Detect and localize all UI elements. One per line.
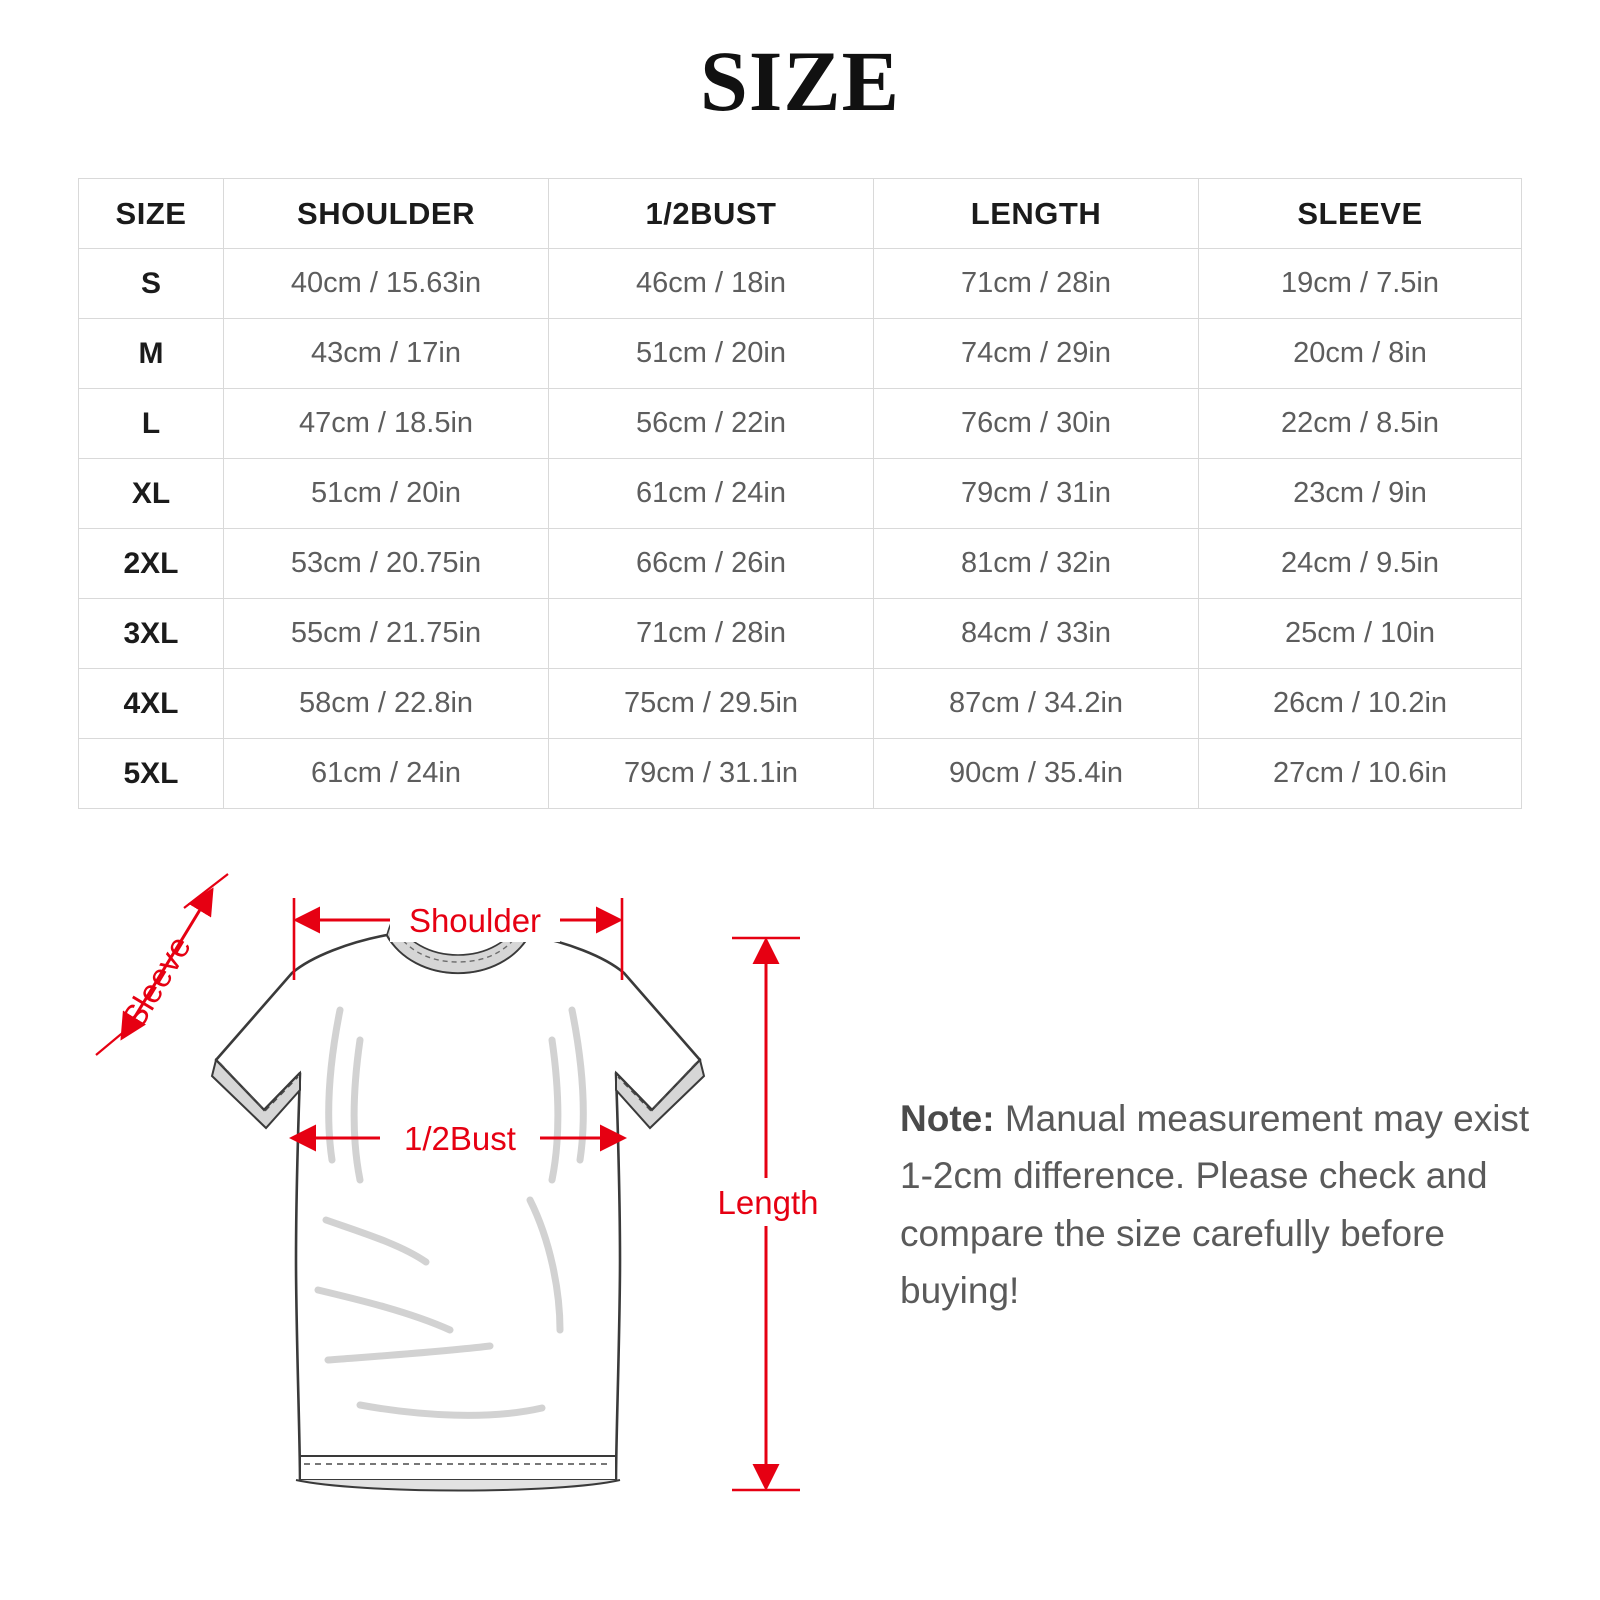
cell-shoulder: 47cm / 18.5in	[224, 389, 549, 459]
tshirt-measurement-diagram	[60, 860, 850, 1560]
table-row	[79, 669, 1522, 739]
size-table	[78, 178, 1522, 809]
column-header-sleeve: SLEEVE	[1199, 179, 1522, 249]
cell-size: S	[79, 249, 224, 319]
table-header-row	[79, 179, 1522, 249]
note-prefix: Note:	[900, 1098, 995, 1139]
table-row	[79, 599, 1522, 669]
cell-size: L	[79, 389, 224, 459]
column-header-shoulder: SHOULDER	[224, 179, 549, 249]
column-header-size: SIZE	[79, 179, 224, 249]
cell-shoulder: 58cm / 22.8in	[224, 669, 549, 739]
tshirt-illustration	[216, 935, 700, 1480]
cell-length: 87cm / 34.2in	[874, 669, 1199, 739]
label-bust: 1/2Bust	[404, 1120, 516, 1157]
table-row	[79, 459, 1522, 529]
cell-length: 81cm / 32in	[874, 529, 1199, 599]
cell-size: 3XL	[79, 599, 224, 669]
cell-sleeve: 20cm / 8in	[1199, 319, 1522, 389]
cell-length: 76cm / 30in	[874, 389, 1199, 459]
table-row	[79, 739, 1522, 809]
cell-size: M	[79, 319, 224, 389]
page-title: SIZE	[699, 33, 901, 129]
cell-size: 4XL	[79, 669, 224, 739]
label-shoulder: Shoulder	[408, 902, 542, 939]
cell-length: 90cm / 35.4in	[874, 739, 1199, 809]
label-length: Length	[717, 1184, 819, 1221]
column-header-bust: 1/2BUST	[549, 179, 874, 249]
cell-sleeve: 26cm / 10.2in	[1199, 669, 1522, 739]
cell-bust: 61cm / 24in	[549, 459, 874, 529]
note-text: Manual measurement may exist 1-2cm difference. Please check and compare the size carefully before buying!	[900, 1098, 1530, 1312]
cell-length: 74cm / 29in	[874, 319, 1199, 389]
table-row	[79, 249, 1522, 319]
measurement-note	[900, 1090, 1560, 1319]
cell-shoulder: 53cm / 20.75in	[224, 529, 549, 599]
cell-sleeve: 19cm / 7.5in	[1199, 249, 1522, 319]
table-row	[79, 319, 1522, 389]
column-header-length: LENGTH	[874, 179, 1199, 249]
table-row	[79, 389, 1522, 459]
cell-size: XL	[79, 459, 224, 529]
cell-size: 2XL	[79, 529, 224, 599]
cell-bust: 51cm / 20in	[549, 319, 874, 389]
cell-bust: 71cm / 28in	[549, 599, 874, 669]
cell-bust: 46cm / 18in	[549, 249, 874, 319]
cell-size: 5XL	[79, 739, 224, 809]
cell-length: 84cm / 33in	[874, 599, 1199, 669]
cell-shoulder: 43cm / 17in	[224, 319, 549, 389]
cell-shoulder: 55cm / 21.75in	[224, 599, 549, 669]
cell-bust: 66cm / 26in	[549, 529, 874, 599]
table-row	[79, 529, 1522, 599]
cell-shoulder: 61cm / 24in	[224, 739, 549, 809]
cell-bust: 75cm / 29.5in	[549, 669, 874, 739]
cell-length: 79cm / 31in	[874, 459, 1199, 529]
cell-bust: 56cm / 22in	[549, 389, 874, 459]
label-sleeve: Sleeve	[114, 929, 198, 1035]
cell-sleeve: 22cm / 8.5in	[1199, 389, 1522, 459]
cell-sleeve: 27cm / 10.6in	[1199, 739, 1522, 809]
cell-sleeve: 23cm / 9in	[1199, 459, 1522, 529]
cell-length: 71cm / 28in	[874, 249, 1199, 319]
cell-bust: 79cm / 31.1in	[549, 739, 874, 809]
cell-shoulder: 40cm / 15.63in	[224, 249, 549, 319]
cell-sleeve: 25cm / 10in	[1199, 599, 1522, 669]
cell-sleeve: 24cm / 9.5in	[1199, 529, 1522, 599]
cell-shoulder: 51cm / 20in	[224, 459, 549, 529]
